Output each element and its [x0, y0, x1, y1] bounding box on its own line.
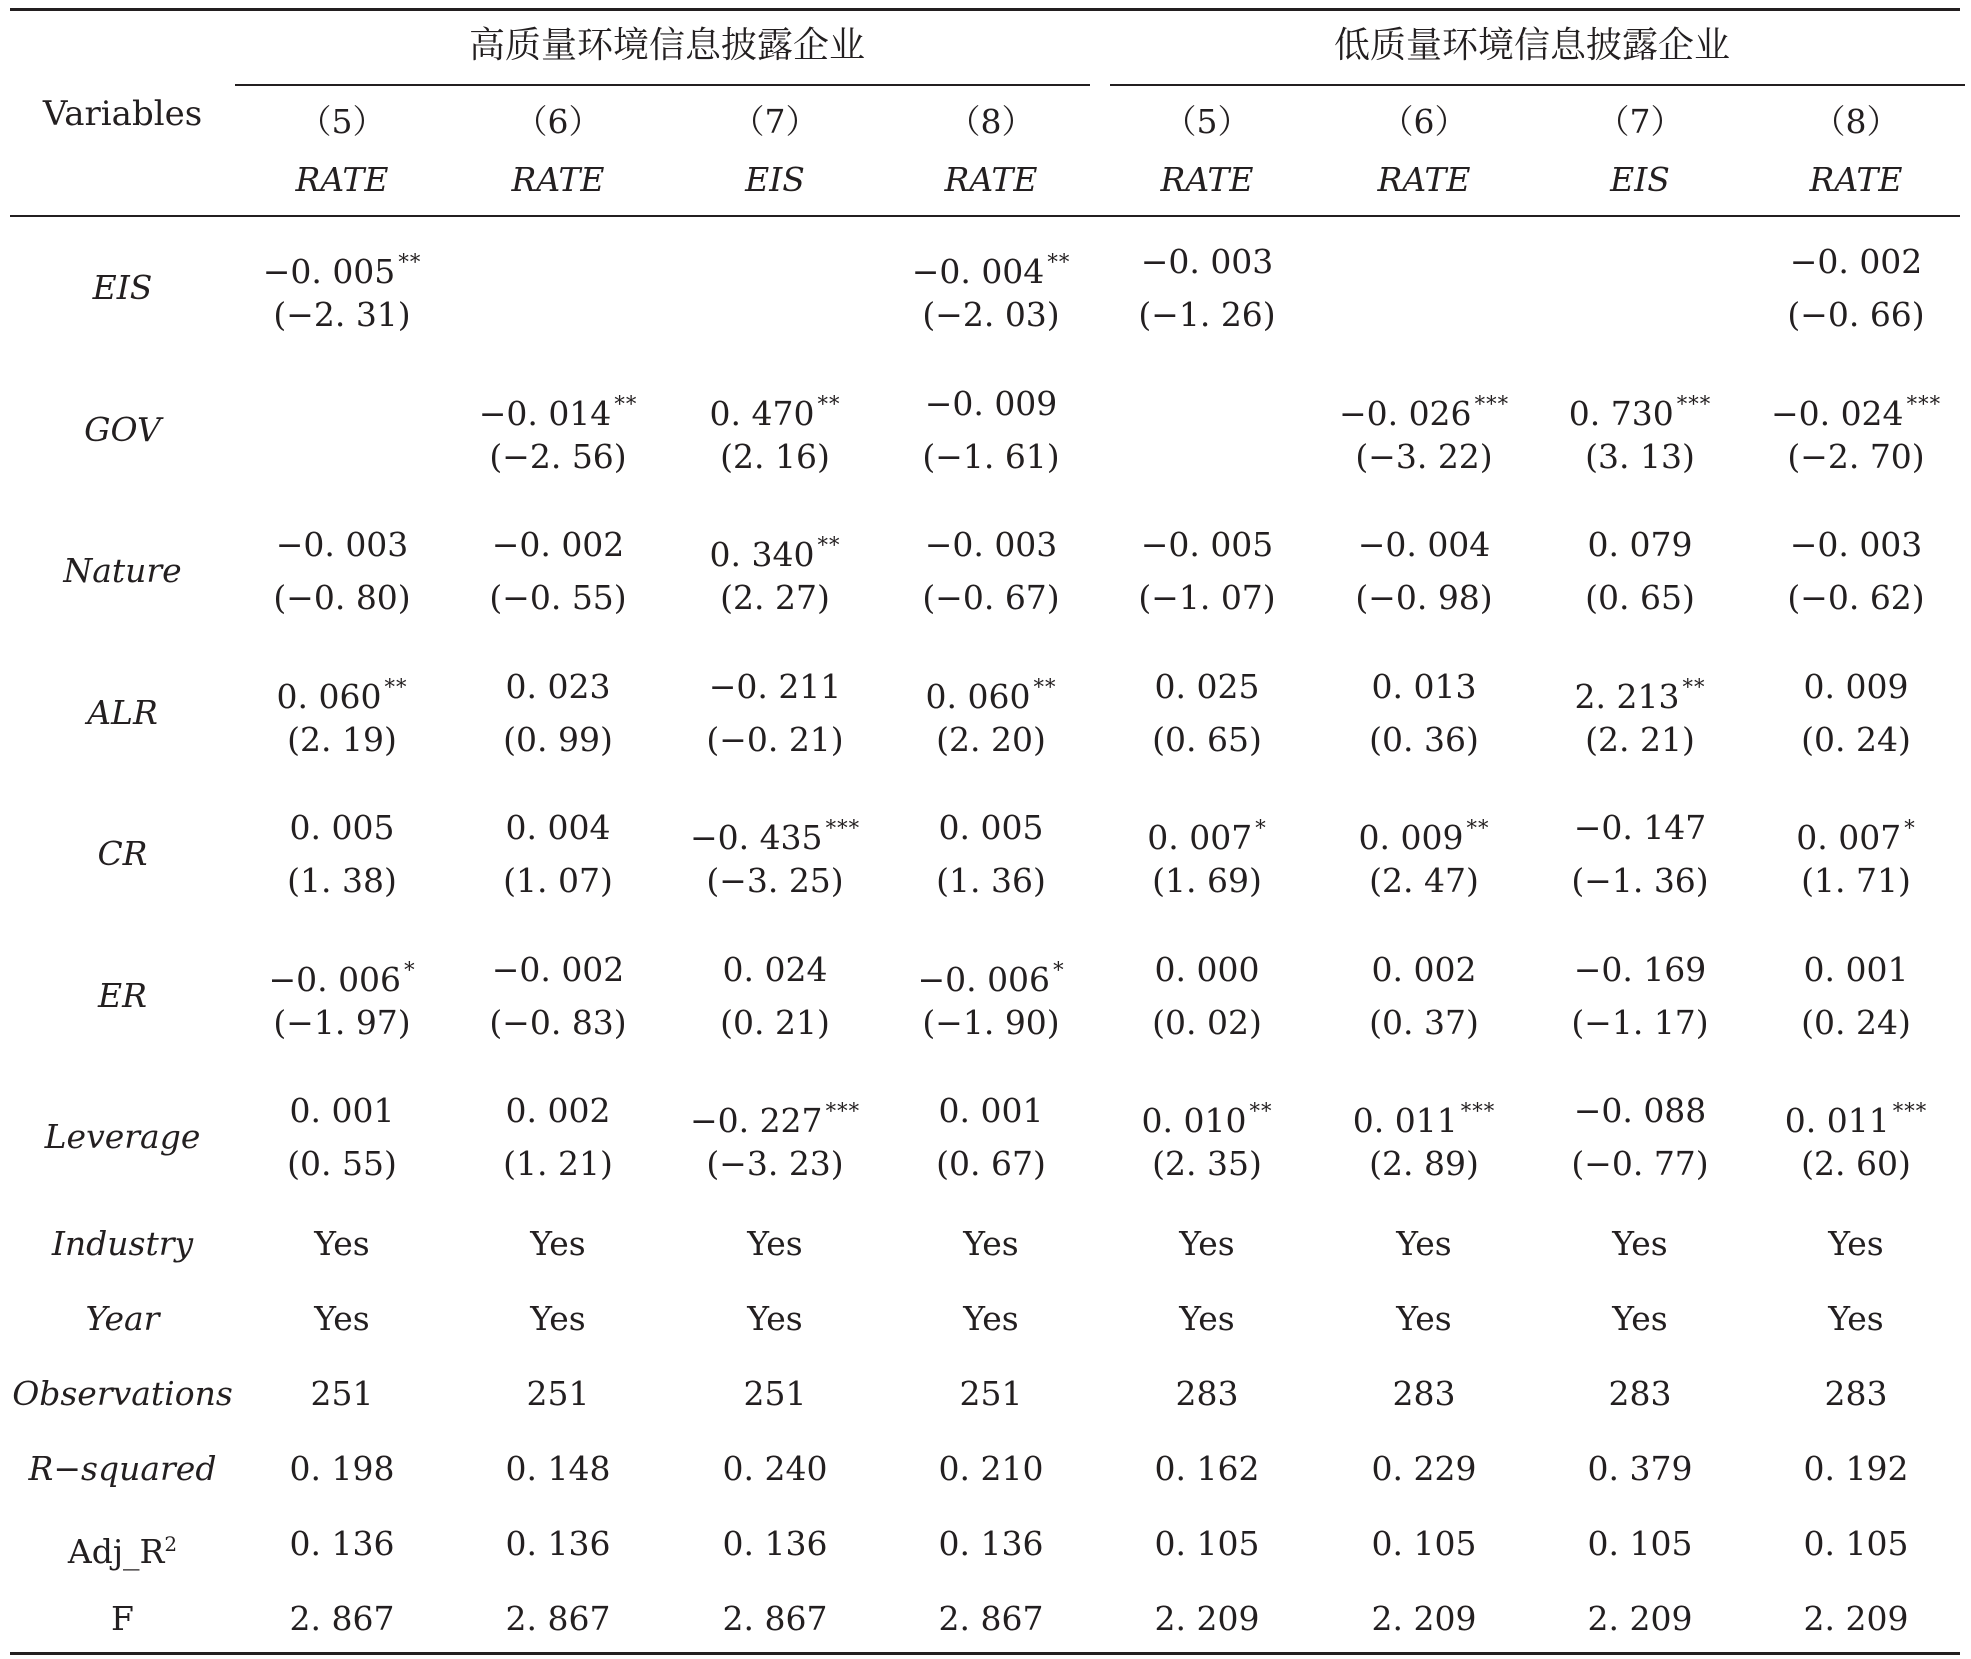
row-label-er: ER — [98, 975, 147, 1015]
variables-header: Variables — [42, 94, 203, 134]
coefficient-cell: −0. 003 — [1789, 525, 1923, 564]
group-title-high-quality: 高质量环境信息披露企业 — [468, 25, 865, 66]
significance-stars: ** — [614, 391, 638, 416]
bottom-rule — [10, 1652, 1960, 1655]
statistic-cell: Yes — [1396, 1299, 1452, 1338]
significance-stars: *** — [1460, 1099, 1496, 1123]
row-label-alr: ALR — [87, 692, 158, 732]
row-label-nature: Nature — [63, 551, 182, 590]
statistic-cell: 283 — [1175, 1374, 1239, 1413]
coefficient-cell: 0. 025 — [1154, 666, 1260, 706]
row-label-leverage: Leverage — [44, 1117, 201, 1156]
t-statistic-cell: (−1. 07) — [1138, 578, 1276, 617]
statistic-cell: 0. 136 — [505, 1524, 611, 1563]
statistic-cell: Yes — [1179, 1224, 1235, 1263]
significance-stars: ** — [1249, 1099, 1273, 1123]
statistic-cell: 0. 148 — [505, 1449, 611, 1488]
coefficient-cell: −0. 003 — [1140, 242, 1274, 281]
significance-stars: ** — [1047, 250, 1071, 274]
coefficient-cell: −0. 211 — [708, 666, 842, 706]
t-statistic-cell: (0. 67) — [936, 1144, 1046, 1183]
coefficient-cell: −0. 006 * — [917, 957, 1065, 999]
t-statistic-cell: (2. 21) — [1585, 719, 1695, 759]
group-rule-low-quality — [1110, 84, 1965, 86]
t-statistic-cell: (−1. 36) — [1571, 861, 1709, 900]
row-label-year: Year — [85, 1299, 160, 1338]
t-statistic-cell: (−2. 70) — [1787, 436, 1925, 476]
statistic-cell: 0. 192 — [1803, 1449, 1909, 1488]
significance-stars: ** — [1466, 816, 1490, 840]
dependent-variable: RATE — [944, 160, 1038, 199]
t-statistic-cell: (−0. 83) — [489, 1002, 627, 1042]
coefficient-cell: −0. 088 — [1573, 1091, 1707, 1130]
dependent-variable: RATE — [1377, 160, 1471, 199]
group-rule-high-quality — [235, 84, 1090, 86]
model-number: （8） — [1812, 102, 1900, 141]
coefficient-cell: −0. 435 *** — [689, 816, 861, 857]
t-statistic-cell: (−1. 61) — [922, 436, 1060, 476]
significance-stars: * — [1904, 816, 1916, 840]
t-statistic-cell: (0. 02) — [1152, 1002, 1262, 1042]
t-statistic-cell: (−1. 26) — [1138, 295, 1276, 334]
row-label-r-squared: R−squared — [28, 1449, 217, 1488]
t-statistic-cell: (2. 35) — [1152, 1144, 1262, 1183]
t-statistic-cell: (0. 36) — [1369, 719, 1479, 759]
significance-stars: * — [1255, 816, 1267, 840]
t-statistic-cell: (−1. 17) — [1571, 1002, 1709, 1042]
statistic-cell: Yes — [530, 1224, 586, 1263]
t-statistic-cell: (1. 36) — [936, 861, 1046, 900]
coefficient-cell: 0. 013 — [1371, 666, 1477, 706]
t-statistic-cell: (1. 21) — [503, 1144, 613, 1183]
t-statistic-cell: (1. 69) — [1152, 861, 1262, 900]
statistic-cell: 2. 867 — [722, 1599, 828, 1638]
statistic-cell: Yes — [1396, 1224, 1452, 1263]
statistic-cell: Yes — [314, 1299, 370, 1338]
coefficient-cell: 0. 001 — [289, 1091, 395, 1130]
coefficient-cell: −0. 003 — [275, 525, 409, 564]
significance-stars: ** — [817, 391, 841, 416]
coefficient-cell: 0. 000 — [1154, 949, 1260, 989]
t-statistic-cell: (−0. 98) — [1355, 578, 1493, 617]
model-number: （8） — [947, 102, 1035, 141]
statistic-cell: 0. 105 — [1587, 1524, 1693, 1563]
statistic-cell: 0. 136 — [289, 1524, 395, 1563]
statistic-cell: 0. 240 — [722, 1449, 828, 1488]
statistic-cell: Yes — [1612, 1299, 1668, 1338]
statistic-cell: 0. 210 — [938, 1449, 1044, 1488]
t-statistic-cell: (−0. 21) — [706, 719, 844, 759]
t-statistic-cell: (−0. 66) — [1787, 295, 1925, 334]
coefficient-cell: −0. 004 ** — [911, 250, 1071, 291]
t-statistic-cell: (0. 65) — [1585, 578, 1695, 617]
t-statistic-cell: (−2. 56) — [489, 436, 627, 476]
statistic-cell: 0. 105 — [1154, 1524, 1260, 1563]
coefficient-cell: 0. 340 ** — [709, 533, 841, 574]
statistic-cell: 0. 162 — [1154, 1449, 1260, 1488]
t-statistic-cell: (2. 60) — [1801, 1144, 1911, 1183]
significance-stars: * — [404, 957, 416, 982]
coefficient-cell: 0. 024 — [722, 949, 828, 989]
statistic-cell: Yes — [1828, 1224, 1884, 1263]
coefficient-cell: −0. 009 — [924, 383, 1058, 423]
coefficient-cell: 0. 005 — [289, 808, 395, 847]
coefficient-cell: 0. 011 *** — [1352, 1099, 1496, 1140]
t-statistic-cell: (−1. 97) — [273, 1002, 411, 1042]
top-rule — [10, 8, 1960, 11]
t-statistic-cell: (0. 99) — [503, 719, 613, 759]
coefficient-cell: 0. 001 — [938, 1091, 1044, 1130]
coefficient-cell: 0. 009 — [1803, 666, 1909, 706]
row-label-cr: CR — [97, 834, 148, 873]
significance-stars: *** — [1676, 391, 1712, 416]
coefficient-cell: 0. 079 — [1587, 525, 1693, 564]
statistic-cell: 251 — [310, 1374, 374, 1413]
coefficient-cell: 0. 007 * — [1796, 816, 1916, 857]
coefficient-cell: −0. 026 *** — [1338, 391, 1510, 433]
statistic-cell: Yes — [1179, 1299, 1235, 1338]
t-statistic-cell: (−0. 62) — [1787, 578, 1925, 617]
statistic-cell: 251 — [526, 1374, 590, 1413]
t-statistic-cell: (2. 89) — [1369, 1144, 1479, 1183]
t-statistic-cell: (−0. 80) — [273, 578, 411, 617]
statistic-cell: 0. 229 — [1371, 1449, 1477, 1488]
t-statistic-cell: (0. 65) — [1152, 719, 1262, 759]
coefficient-cell: 0. 007 * — [1147, 816, 1267, 857]
t-statistic-cell: (−0. 77) — [1571, 1144, 1709, 1183]
statistic-cell: 0. 198 — [289, 1449, 395, 1488]
coefficient-cell: 0. 001 — [1803, 949, 1909, 989]
coefficient-cell: −0. 024 *** — [1770, 391, 1942, 433]
statistic-cell: 0. 136 — [938, 1524, 1044, 1563]
t-statistic-cell: (−3. 23) — [706, 1144, 844, 1183]
statistic-cell: 283 — [1392, 1374, 1456, 1413]
t-statistic-cell: (0. 24) — [1801, 1002, 1911, 1042]
significance-stars: *** — [1892, 1099, 1928, 1123]
t-statistic-cell: (−1. 90) — [922, 1002, 1060, 1042]
statistic-cell: 2. 867 — [289, 1599, 395, 1638]
t-statistic-cell: (0. 37) — [1369, 1002, 1479, 1042]
coefficient-cell: −0. 002 — [1789, 242, 1923, 281]
t-statistic-cell: (2. 20) — [936, 719, 1046, 759]
coefficient-cell: −0. 002 — [491, 525, 625, 564]
coefficient-cell: 0. 010 ** — [1141, 1099, 1273, 1140]
dependent-variable: EIS — [745, 160, 805, 199]
statistic-cell: Yes — [1612, 1224, 1668, 1263]
t-statistic-cell: (3. 13) — [1585, 436, 1695, 476]
coefficient-cell: −0. 004 — [1357, 525, 1491, 564]
coefficient-cell: 0. 005 — [938, 808, 1044, 847]
significance-stars: ** — [1682, 674, 1706, 699]
row-label-f: F — [111, 1599, 134, 1638]
coefficient-cell: 0. 023 — [505, 666, 611, 706]
coefficient-cell: 0. 470 ** — [709, 391, 841, 433]
coefficient-cell: −0. 003 — [924, 525, 1058, 564]
coefficient-cell: 0. 011 *** — [1784, 1099, 1928, 1140]
statistic-cell: 0. 105 — [1803, 1524, 1909, 1563]
coefficient-cell: −0. 169 — [1573, 949, 1707, 989]
model-number: （7） — [1596, 102, 1684, 141]
statistic-cell: 2. 209 — [1371, 1599, 1477, 1638]
coefficient-cell: 0. 009 ** — [1358, 816, 1490, 857]
t-statistic-cell: (0. 24) — [1801, 719, 1911, 759]
statistic-cell: 0. 105 — [1371, 1524, 1477, 1563]
dependent-variable: EIS — [1610, 160, 1670, 199]
t-statistic-cell: (2. 16) — [720, 436, 830, 476]
coefficient-cell: 0. 060 ** — [276, 674, 408, 716]
statistic-cell: 2. 209 — [1587, 1599, 1693, 1638]
t-statistic-cell: (−0. 55) — [489, 578, 627, 617]
statistic-cell: Yes — [1828, 1299, 1884, 1338]
significance-stars: *** — [825, 816, 861, 840]
coefficient-cell: −0. 006 * — [268, 957, 416, 999]
statistic-cell: Yes — [747, 1299, 803, 1338]
statistic-cell: 2. 867 — [505, 1599, 611, 1638]
statistic-cell: 0. 136 — [722, 1524, 828, 1563]
t-statistic-cell: (2. 47) — [1369, 861, 1479, 900]
significance-stars: ** — [817, 533, 841, 557]
t-statistic-cell: (1. 38) — [287, 861, 397, 900]
significance-stars: *** — [1906, 391, 1942, 416]
model-number: （5） — [1163, 102, 1251, 141]
header-rule — [10, 215, 1960, 217]
t-statistic-cell: (−2. 03) — [922, 295, 1060, 334]
row-label-gov: GOV — [84, 409, 161, 449]
dependent-variable: RATE — [511, 160, 605, 199]
t-statistic-cell: (−3. 22) — [1355, 436, 1493, 476]
statistic-cell: 251 — [743, 1374, 807, 1413]
model-number: （6） — [514, 102, 602, 141]
superscript: 2 — [164, 1532, 178, 1556]
model-number: （7） — [731, 102, 819, 141]
row-label-observations: Observations — [12, 1374, 233, 1413]
coefficient-cell: −0. 005 ** — [262, 250, 422, 291]
row-label-eis: EIS — [92, 268, 153, 307]
statistic-cell: 2. 867 — [938, 1599, 1044, 1638]
significance-stars: ** — [384, 674, 408, 699]
statistic-cell: Yes — [963, 1299, 1019, 1338]
t-statistic-cell: (0. 21) — [720, 1002, 830, 1042]
significance-stars: *** — [825, 1099, 861, 1123]
model-number: （5） — [298, 102, 386, 141]
significance-stars: *** — [1474, 391, 1510, 416]
statistic-cell: Yes — [747, 1224, 803, 1263]
coefficient-cell: 0. 004 — [505, 808, 611, 847]
statistic-cell: Yes — [530, 1299, 586, 1338]
coefficient-cell: −0. 227 *** — [689, 1099, 861, 1140]
coefficient-cell: −0. 005 — [1140, 525, 1274, 564]
statistic-cell: 251 — [959, 1374, 1023, 1413]
statistic-cell: 0. 379 — [1587, 1449, 1693, 1488]
coefficient-cell: 2. 213 ** — [1574, 674, 1706, 716]
t-statistic-cell: (−3. 25) — [706, 861, 844, 900]
t-statistic-cell: (2. 27) — [720, 578, 830, 617]
coefficient-cell: 0. 002 — [1371, 949, 1477, 989]
t-statistic-cell: (1. 07) — [503, 861, 613, 900]
t-statistic-cell: (−0. 67) — [922, 578, 1060, 617]
statistic-cell: 283 — [1824, 1374, 1888, 1413]
statistic-cell: 2. 209 — [1154, 1599, 1260, 1638]
row-label-industry: Industry — [51, 1224, 194, 1263]
group-title-low-quality: 低质量环境信息披露企业 — [1333, 25, 1730, 66]
significance-stars: * — [1053, 957, 1065, 982]
coefficient-cell: −0. 147 — [1573, 808, 1707, 847]
dependent-variable: RATE — [1809, 160, 1903, 199]
dependent-variable: RATE — [1160, 160, 1254, 199]
t-statistic-cell: (0. 55) — [287, 1144, 397, 1183]
row-label-adj-r: $Adj\_R^2$ — [67, 1532, 178, 1571]
t-statistic-cell: (2. 19) — [287, 719, 397, 759]
coefficient-cell: −0. 014 ** — [478, 391, 638, 433]
dependent-variable: RATE — [295, 160, 389, 199]
coefficient-cell: −0. 002 — [491, 949, 625, 989]
model-number: （6） — [1380, 102, 1468, 141]
coefficient-cell: 0. 730 *** — [1568, 391, 1712, 433]
statistic-cell: Yes — [314, 1224, 370, 1263]
coefficient-cell: 0. 060 ** — [925, 674, 1057, 716]
t-statistic-cell: (1. 71) — [1801, 861, 1911, 900]
statistic-cell: 2. 209 — [1803, 1599, 1909, 1638]
t-statistic-cell: (−2. 31) — [273, 295, 411, 334]
significance-stars: ** — [1033, 674, 1057, 699]
significance-stars: ** — [398, 250, 422, 274]
statistic-cell: Yes — [963, 1224, 1019, 1263]
coefficient-cell: 0. 002 — [505, 1091, 611, 1130]
statistic-cell: 283 — [1608, 1374, 1672, 1413]
